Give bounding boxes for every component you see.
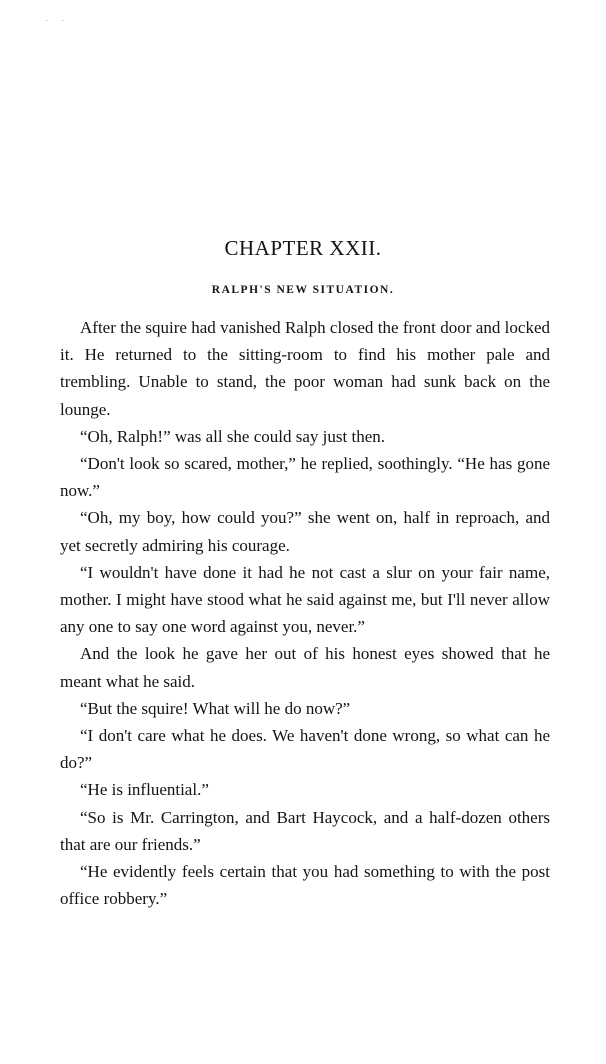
paragraph: After the squire had vanished Ralph closed the front door and locked it. He returned to the sitting-room to find his mother pale and trembling. Unable to stand, the poor woman had sunk back on the lounge. bbox=[60, 318, 550, 419]
paragraph: “I wouldn't have done it had he not cast a slur on your fair name, mother. I might have stood what he said against me, but I'll never allow any one to say one word against you, never.” bbox=[60, 562, 550, 637]
page-corner-marks: . . bbox=[46, 14, 70, 23]
paragraph: “So is Mr. Carrington, and Bart Haycock, and a half-dozen others that are our friends.” bbox=[60, 807, 550, 854]
paragraph: “Don't look so scared, mother,” he replied, soothingly. “He has gone now.” bbox=[60, 454, 550, 501]
paragraph: “Oh, my boy, how could you?” she went on, half in reproach, and yet secretly admiring his courage. bbox=[60, 508, 550, 555]
chapter-title: CHAPTER XXII. bbox=[224, 236, 382, 260]
paragraph: “He evidently feels certain that you had something to with the post office robbery.” bbox=[60, 862, 550, 909]
chapter-body bbox=[60, 314, 550, 912]
paragraph: “I don't care what he does. We haven't done wrong, so what can he do?” bbox=[60, 726, 550, 773]
chapter-subtitle: RALPH'S NEW SITUATION. bbox=[211, 284, 395, 296]
paragraph: “He is influential.” bbox=[80, 780, 209, 800]
paragraph: “Oh, Ralph!” was all she could say just then. bbox=[80, 426, 385, 446]
paragraph: And the look he gave her out of his honest eyes showed that he meant what he said. bbox=[60, 644, 550, 691]
paragraph: “But the squire! What will he do now?” bbox=[80, 698, 351, 718]
